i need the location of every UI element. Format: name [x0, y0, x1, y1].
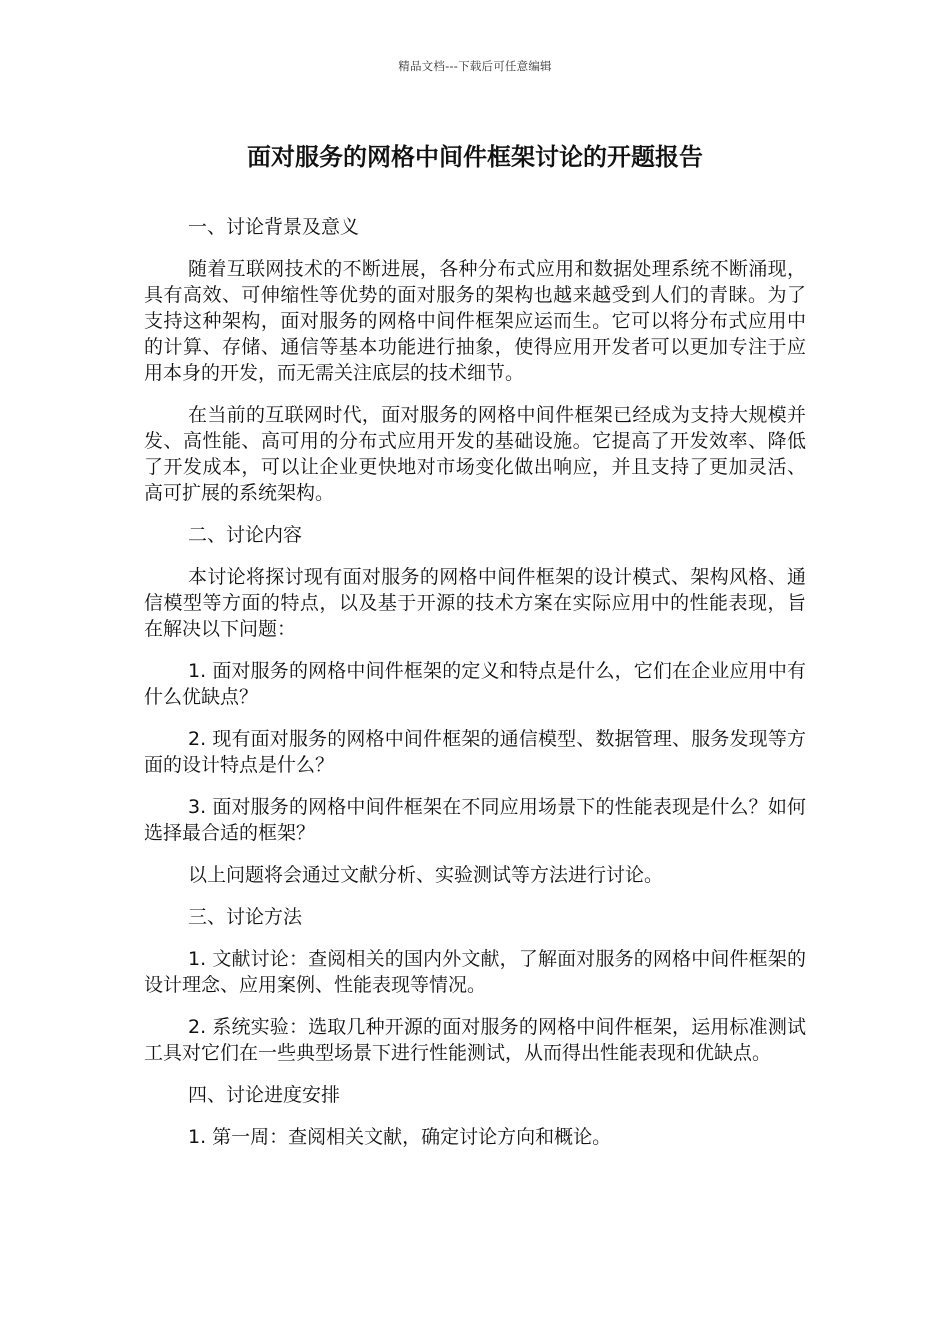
question-item-1: 1. 面对服务的网格中间件框架的定义和特点是什么，它们在企业应用中有什么优缺点？ — [144, 660, 806, 708]
paragraph-background-2: 在当前的互联网时代，面对服务的网格中间件框架已经成为支持大规模并发、高性能、高可用的分布式应用开发的基础设施。它提高了开发效率、降低了开发成本，可以让企业更快地对市场变化做出响应，并且支持了更加灵活、高可扩展的系统架构。 — [144, 404, 806, 504]
header-note: 精品文档---下载后可任意编辑 — [398, 59, 552, 73]
section-heading-content: 二、讨论内容 — [188, 524, 303, 546]
schedule-item-1: 1. 第一周：查阅相关文献，确定讨论方向和概论。 — [188, 1126, 612, 1148]
section-heading-method: 三、讨论方法 — [188, 906, 303, 928]
method-item-2: 2. 系统实验：选取几种开源的面对服务的网格中间件框架，运用标准测试工具对它们在一些典型场景下进行性能测试，从而得出性能表现和优缺点。 — [144, 1016, 806, 1064]
paragraph-background-1: 随着互联网技术的不断进展，各种分布式应用和数据处理系统不断涌现，具有高效、可伸缩性等优势的面对服务的架构也越来越受到人们的青睐。为了支持这种架构，面对服务的网格中间件框架应运而生。它可以将分布式应用中的计算、存储、通信等基本功能进行抽象，使得应用开发者可以更加专注于应用本身的开发，而无需关注底层的技术细节。 — [144, 258, 806, 384]
method-item-1: 1. 文献讨论：查阅相关的国内外文献，了解面对服务的网格中间件框架的设计理念、应用案例、性能表现等情况。 — [144, 948, 806, 996]
document-title: 面对服务的网格中间件框架讨论的开题报告 — [247, 143, 703, 171]
section-heading-background: 一、讨论背景及意义 — [188, 216, 360, 238]
question-item-3: 3. 面对服务的网格中间件框架在不同应用场景下的性能表现是什么？如何选择最合适的框架？ — [144, 796, 806, 844]
paragraph-content-summary: 以上问题将会通过文献分析、实验测试等方法进行讨论。 — [188, 864, 664, 886]
question-item-2: 2. 现有面对服务的网格中间件框架的通信模型、数据管理、服务发现等方面的设计特点是什么？ — [144, 728, 806, 776]
document-body — [144, 214, 806, 1166]
section-heading-schedule: 四、讨论进度安排 — [188, 1084, 341, 1106]
paragraph-content-intro: 本讨论将探讨现有面对服务的网格中间件框架的设计模式、架构风格、通信模型等方面的特点，以及基于开源的技术方案在实际应用中的性能表现，旨在解决以下问题： — [144, 566, 806, 640]
